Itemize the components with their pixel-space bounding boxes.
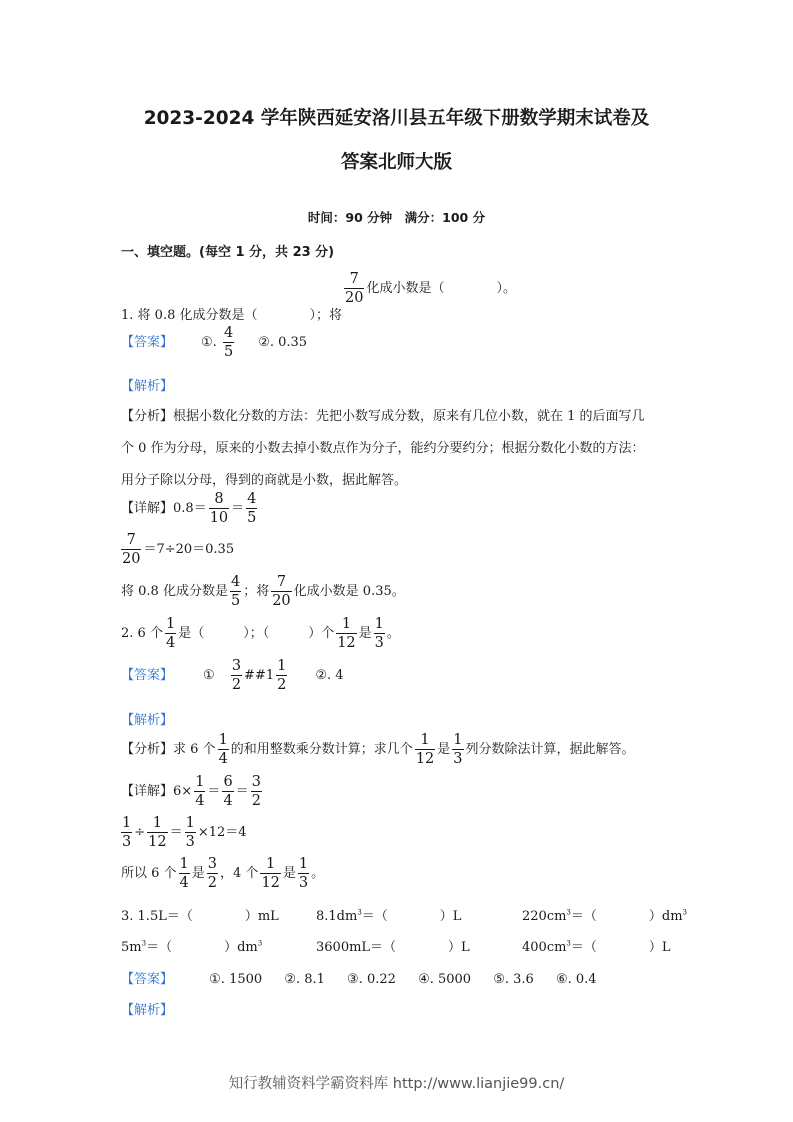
- q3-r1c2: $8.1dm^3=$（ ）L: [316, 908, 462, 924]
- section-heading: 一、填空题。(每空 1 分，共 23 分): [121, 245, 335, 260]
- q3-r1c3: $220cm^3=$（ ）$dm^3$: [522, 908, 688, 924]
- q1-detail-2: $\frac{7}{20}$ ＝7÷20＝0.35: [122, 532, 235, 567]
- q1-jiexi: 【解析】: [121, 379, 174, 394]
- q1-detail-1: 【详解】0.8＝ $\frac{8}{10}$ ＝ $\frac{4}{5}$: [121, 491, 257, 526]
- q1-fenxi-1: 【分析】根据小数化分数的方法：先把小数写成分数，原来有几位小数，就在 1 的后面写几: [121, 409, 645, 424]
- q3-r2c2: 3600mL＝（ ）L: [316, 940, 470, 955]
- exam-meta: 时间：90 分钟 满分：100 分: [307, 210, 486, 225]
- q3-answer: 【答案】 ①. 1500 ②. 8.1 ③. 0.22 ④. 5000 ⑤. 3.6 ⑥. 0.4: [121, 972, 597, 987]
- q2-answer: 【答案】 ① $\frac{3}{2}$ ##1 $\frac{1}{2}$ ②. 4: [121, 658, 344, 693]
- q2-detail-2: $\frac{1}{3}$ ÷ $\frac{1}{12}$ ＝ $\frac{1}{3}$ ×12＝4: [122, 815, 247, 850]
- q2-fenxi: 【分析】求 6 个 $\frac{1}{4}$ 的和用整数乘分数计算；求几个 $\frac{1}{12}$ 是 $\frac{1}{3}$ 列分数除法计算，据此解答。: [121, 732, 635, 767]
- q1-fenxi-3: 用分子除以分母，得到的商就是小数，据此解答。: [121, 473, 408, 488]
- q2-conclusion: 所以 6 个 $\frac{1}{4}$ 是 $\frac{3}{2}$ ，4 个 $\frac{1}{12}$ 是 $\frac{1}{3}$ 。: [121, 856, 325, 891]
- q3-r2c3: $400cm^3=$（ ）L: [522, 939, 671, 955]
- q2-line: 2. 6 个 $\frac{1}{4}$ 是（ ）；（ ）个 $\frac{1}{12}$ 是 $\frac{1}{3}$ 。: [121, 616, 400, 651]
- q1-line: 1. 将 0.8 化成分数是（ ）；将 $\frac{7}{20}$ 化成小数是（ ）。: [121, 271, 516, 323]
- q1-conclusion: 将 0.8 化成分数是 $\frac{4}{5}$ ；将 $\frac{7}{20}$ 化成小数是 0.35。: [121, 574, 405, 609]
- doc-title-line1: 2023-2024 学年陕西延安洛川县五年级下册数学期末试卷及: [143, 108, 650, 129]
- fraction: $\frac{7}{20}$: [344, 271, 364, 306]
- q2-detail-1: 【详解】6× $\frac{1}{4}$ ＝ $\frac{6}{4}$ ＝ $\frac{3}{2}$: [121, 774, 261, 809]
- doc-title-line2: 答案北师大版: [340, 152, 452, 173]
- q1-answer: 【答案】 ①. $\frac{4}{5}$ ②. 0.35: [121, 325, 308, 360]
- q1-fenxi-2: 个 0 作为分母，原来的小数去掉小数点作为分子，能约分要约分；根据分数化小数的方法：: [121, 441, 645, 456]
- q3-r1c1: 3. 1.5L＝（ ）mL: [121, 909, 279, 924]
- q2-jiexi: 【解析】: [121, 713, 174, 728]
- footer-watermark: 知行教辅资料学霸资料库 http://www.lianjie99.cn/: [228, 1076, 565, 1092]
- q3-jiexi: 【解析】: [121, 1003, 174, 1018]
- q3-r2c1: $5m^3=$（ ）$dm^3$: [121, 939, 263, 955]
